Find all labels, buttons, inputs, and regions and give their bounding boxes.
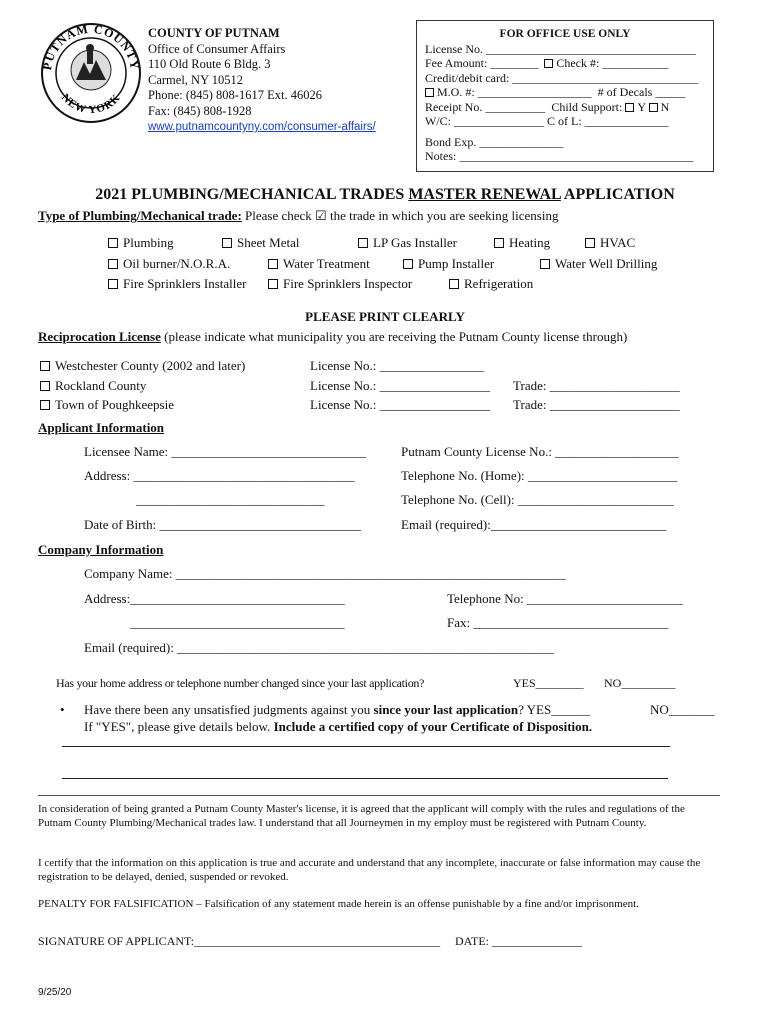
website-link[interactable]: www.putnamcountyny.com/consumer-affairs/ (148, 121, 376, 133)
recip-label: Reciprocation License (38, 329, 161, 344)
title-underlined: MASTER RENEWAL (408, 186, 561, 203)
applicant-address2-field[interactable]: _____________________________ (136, 492, 325, 507)
trade-label: Type of Plumbing/Mechanical trade: (38, 208, 242, 223)
trade-option-fire-installer[interactable] (108, 276, 246, 292)
penalty-text: PENALTY FOR FALSIFICATION – Falsification of any statement made herein is an offense punishable by a fine and/or imprisonment. (38, 898, 639, 910)
bullet-icon: • (60, 702, 65, 717)
checkbox-icon[interactable] (108, 279, 118, 289)
q2-no-field[interactable]: NO_______ (650, 702, 715, 717)
trade-option-plumbing[interactable] (108, 235, 174, 251)
recip-trade-poughkeepsie[interactable]: Trade: ____________________ (513, 397, 680, 412)
trade-option-label: Pump Installer (418, 256, 495, 271)
child-support-y-checkbox[interactable] (625, 103, 634, 112)
tel-home-field[interactable]: Telephone No. (Home): _______________________ (401, 468, 678, 483)
trade-option-label: Fire Sprinklers Installer (123, 276, 247, 291)
trade-option-water-well[interactable] (540, 256, 657, 272)
office-wc: W/C: _______________ (425, 114, 544, 128)
trade-option-label: Plumbing (123, 235, 174, 250)
details-line-2[interactable] (62, 778, 668, 779)
office-col: C of L: ______________ (547, 114, 669, 128)
office-fax: Fax: (845) 808-1928 (148, 103, 252, 118)
checkbox-icon[interactable] (108, 259, 118, 269)
print-clearly: PLEASE PRINT CLEARLY (305, 309, 465, 324)
question-details (84, 719, 592, 735)
recip-row-westchester[interactable] (40, 358, 245, 374)
check-checkbox[interactable] (544, 59, 553, 68)
checkbox-icon[interactable] (585, 238, 595, 248)
recip-name: Rockland County (55, 378, 147, 393)
company-name-field[interactable]: Company Name: ____________________________________________________________ (84, 566, 566, 581)
trade-option-hvac[interactable] (585, 235, 635, 251)
q2-pre: Have there been any unsatisfied judgments against you (84, 702, 374, 717)
q1-yes-field[interactable]: YES________ (513, 676, 584, 690)
header-block (148, 26, 376, 136)
company-telephone-field[interactable]: Telephone No: ________________________ (447, 591, 683, 606)
company-email-field[interactable]: Email (required): __________________________________________________________ (84, 640, 555, 655)
trade-option-label: Refrigeration (464, 276, 534, 291)
mo-checkbox[interactable] (425, 88, 434, 97)
recip-name: Town of Poughkeepsie (55, 397, 174, 412)
child-support-n-label: N (660, 99, 670, 114)
office-mo: M.O. #: ___________________ (437, 85, 592, 99)
checkbox-icon[interactable] (222, 238, 232, 248)
office-receipt: Receipt No. __________ (425, 99, 546, 114)
recip-trade-rockland[interactable]: Trade: ____________________ (513, 378, 680, 393)
trade-option-oil-burner[interactable] (108, 256, 230, 272)
office-address: 110 Old Route 6 Bldg. 3 (148, 57, 271, 71)
checkbox-icon[interactable] (494, 238, 504, 248)
office-phone: Phone: (845) 808-1617 Ext. 46026 (148, 88, 322, 102)
question-address-changed: Has your home address or telephone number changed since your last application? (56, 676, 425, 690)
trade-option-label: Water Treatment (283, 256, 370, 271)
trade-option-refrigeration[interactable] (449, 276, 533, 292)
office-bond: Bond Exp. ______________ (425, 134, 564, 149)
checkbox-icon[interactable] (268, 279, 278, 289)
office-card: Credit/debit card: _______________________________ (425, 70, 699, 85)
trade-option-lp-gas[interactable] (358, 235, 457, 251)
recip-name: Westchester County (2002 and later) (55, 358, 246, 373)
applicant-email-field[interactable]: Email (required):___________________________ (401, 517, 667, 532)
certify-text: I certify that the information on this application is true and accurate and understand that any incomplete, inaccurate or false information may cause the registration to be delayed, denied, suspended or revoked. (38, 857, 701, 883)
divider (38, 795, 720, 796)
question-judgments (84, 702, 590, 718)
checkbox-icon[interactable] (358, 238, 368, 248)
office-use-box (416, 20, 714, 172)
office-notes: Notes: _______________________________________ (425, 149, 694, 163)
company-address2-field[interactable]: _________________________________ (130, 615, 345, 630)
checkbox-icon[interactable] (108, 238, 118, 248)
trade-instruction-line (38, 208, 558, 224)
office-decals: # of Decals _____ (597, 85, 686, 99)
trade-option-label: Water Well Drilling (555, 256, 658, 271)
checkbox-icon[interactable] (403, 259, 413, 269)
trade-option-label: Fire Sprinklers Inspector (283, 276, 413, 291)
company-heading: Company Information (38, 542, 164, 557)
office-name: Office of Consumer Affairs (148, 41, 286, 56)
checkbox-icon[interactable] (40, 361, 50, 371)
tel-cell-field[interactable]: Telephone No. (Cell): ________________________ (401, 492, 674, 507)
trade-option-heating[interactable] (494, 235, 550, 251)
q2-line2-bold: Include a certified copy of your Certificate of Disposition. (273, 719, 593, 734)
details-line-1[interactable] (62, 746, 670, 747)
svg-text:NEW YORK (59, 92, 123, 117)
company-fax-field[interactable]: Fax: ______________________________ (447, 615, 669, 630)
checkbox-icon[interactable] (449, 279, 459, 289)
trade-option-label: Heating (509, 235, 551, 250)
office-license-no: License No. ___________________________________ (425, 41, 696, 56)
child-support-n-checkbox[interactable] (649, 103, 658, 112)
trade-option-water-treatment[interactable] (268, 256, 370, 272)
recip-license-rockland[interactable]: License No.: _________________ (310, 378, 491, 393)
licensee-name-field[interactable]: Licensee Name: ______________________________ (84, 444, 367, 459)
date-field[interactable]: DATE: _______________ (455, 934, 582, 948)
checkbox-icon[interactable] (40, 400, 50, 410)
applicant-address-field[interactable]: Address: __________________________________ (84, 468, 355, 483)
recip-paren: (please indicate what municipality you are receiving the Putnam County license through) (164, 329, 628, 344)
county-license-field[interactable]: Putnam County License No.: ___________________ (401, 444, 679, 459)
q2-line2-pre: If "YES", please give details below. (84, 719, 274, 734)
trade-option-sheet-metal[interactable] (222, 235, 299, 251)
office-check-no: Check #: ___________ (556, 56, 669, 70)
seal-bottom-text: NEW YORK (58, 91, 124, 117)
child-support-y-label: Y (637, 99, 646, 114)
trade-option-pump-installer[interactable] (403, 256, 494, 272)
trade-option-fire-inspector[interactable] (268, 276, 412, 292)
q2-yes-field[interactable]: ? YES______ (518, 702, 591, 717)
signature-field[interactable]: SIGNATURE OF APPLICANT:_________________________________________ (38, 934, 441, 948)
recip-heading-line (38, 329, 627, 345)
checkbox-icon[interactable] (268, 259, 278, 269)
recip-row-poughkeepsie[interactable] (40, 397, 174, 413)
consideration-text: In consideration of being granted a Putnam County Master's license, it is agreed that the applicant will comply with the rules and regulations of the Putnam County Plumbing/Mechanical trades law. I understand that all Journeymen in my employ must be registered with Putnam County. (38, 803, 685, 829)
trade-option-label: Sheet Metal (237, 235, 300, 250)
trade-option-label: HVAC (600, 235, 636, 250)
office-city: Carmel, NY 10512 (148, 72, 244, 87)
trade-instruction: Please check ☑ the trade in which you are seeking licensing (245, 208, 559, 223)
office-child-support: Child Support: (551, 99, 623, 114)
trade-option-label: Oil burner/N.O.R.A. (123, 256, 231, 271)
recip-row-rockland[interactable] (40, 378, 146, 394)
q1-no-field[interactable]: NO_________ (604, 676, 676, 690)
office-use-title: FOR OFFICE USE ONLY (499, 28, 631, 40)
recip-license-poughkeepsie[interactable]: License No.: _________________ (310, 397, 491, 412)
title-pre: 2021 PLUMBING/MECHANICAL TRADES (95, 186, 409, 203)
seal-top-text: PUTNAM COUNTY (40, 22, 142, 72)
trade-option-label: LP Gas Installer (373, 235, 457, 250)
title-post: APPLICATION (560, 186, 675, 203)
q2-bold: since your last application (373, 702, 519, 717)
recip-license-westchester[interactable]: License No.: ________________ (310, 358, 484, 373)
county-name: COUNTY OF PUTNAM (148, 26, 280, 40)
dob-field[interactable]: Date of Birth: _______________________________ (84, 517, 361, 532)
checkbox-icon[interactable] (540, 259, 550, 269)
checkbox-icon[interactable] (40, 381, 50, 391)
county-seal (40, 22, 142, 124)
company-address-field[interactable]: Address:_________________________________ (84, 591, 345, 606)
footer-date: 9/25/20 (38, 987, 72, 998)
applicant-heading: Applicant Information (38, 420, 165, 435)
office-fee-amount: Fee Amount: ________ (425, 56, 539, 70)
page-title (0, 186, 770, 204)
